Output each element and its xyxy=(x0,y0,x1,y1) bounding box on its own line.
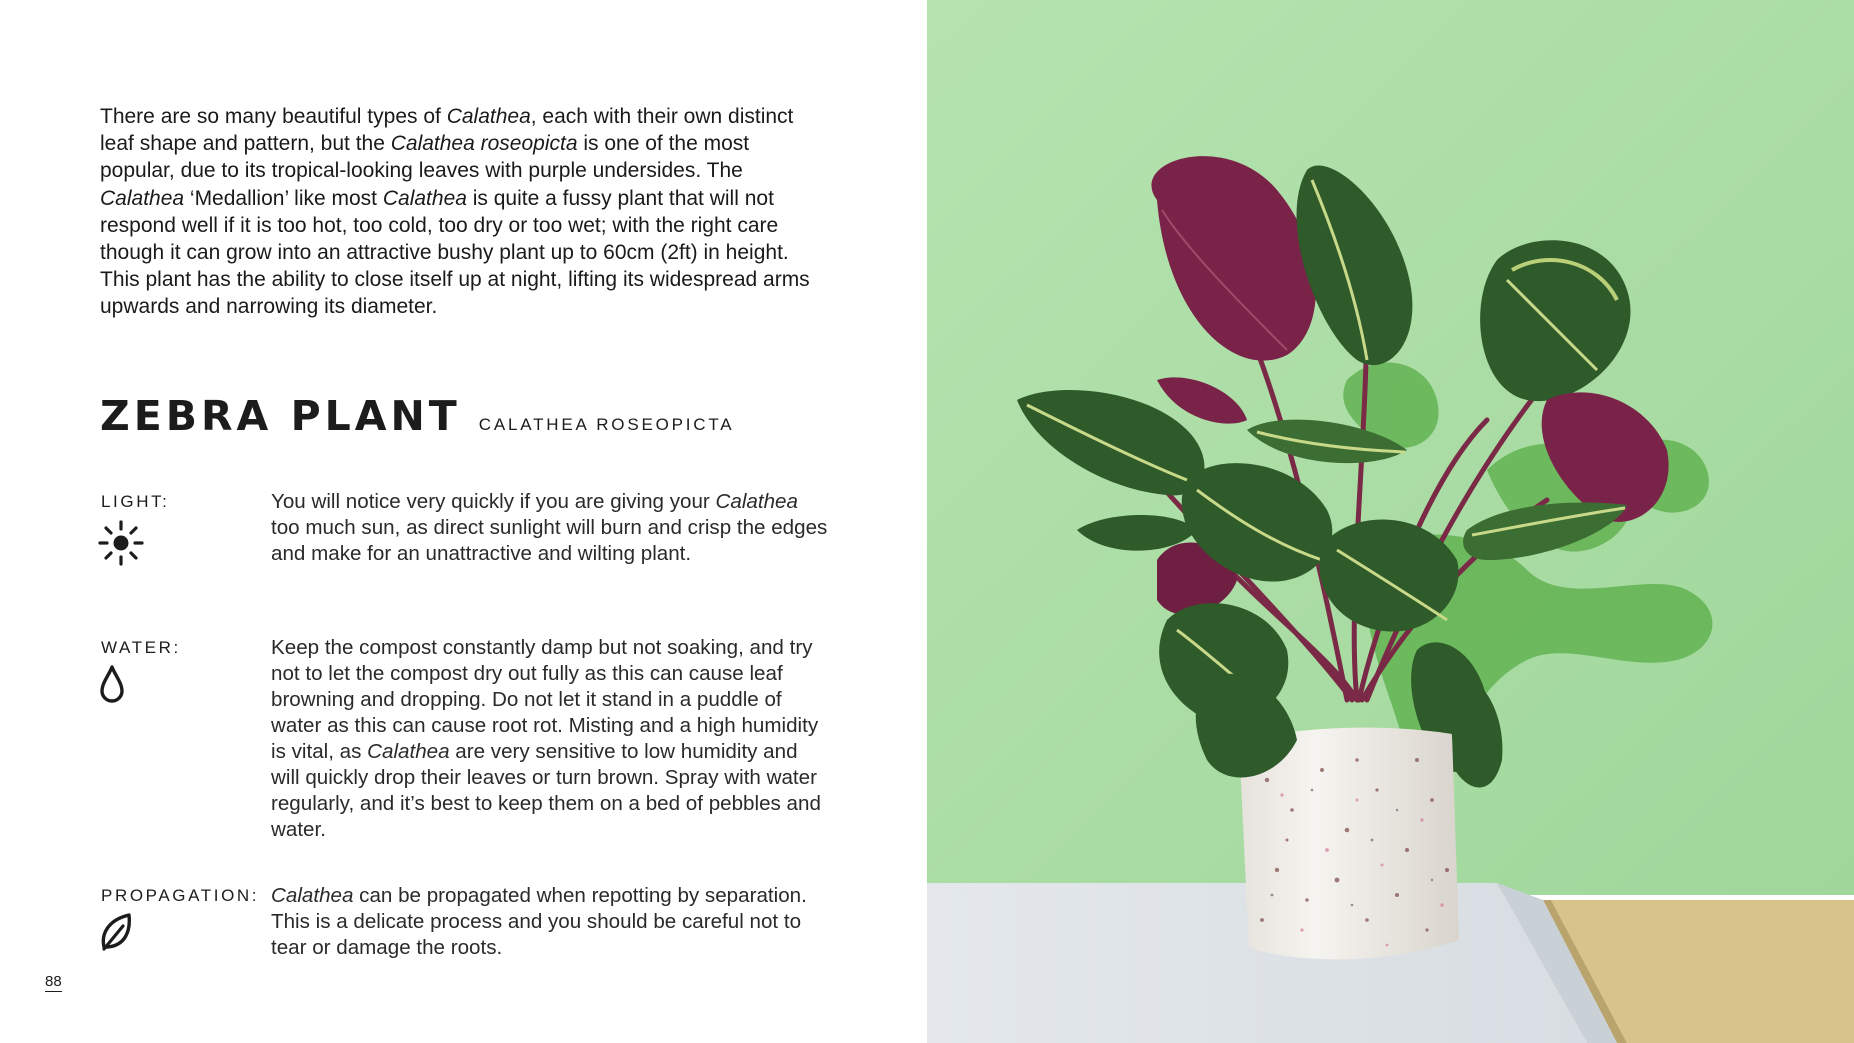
intro-text: ‘Medallion’ like most xyxy=(184,186,383,210)
zebra-plant-photo-illustration xyxy=(927,0,1854,1043)
propagation-text-italic: Calathea xyxy=(271,884,354,907)
intro-text: , each with their own distinct leaf shape and pattern, but the xyxy=(100,105,794,156)
intro-text: There are so many beautiful types of xyxy=(100,105,447,128)
intro-italic: Calathea xyxy=(100,186,185,210)
plant-heading xyxy=(100,392,734,440)
water-drop-icon xyxy=(99,664,125,704)
propagation-text xyxy=(271,883,831,961)
water-text-part: are very sensitive to low humidity and will quickly drop their leaves or turn brown. Spray with water regularly, and it’s best to keep them on a bed of pebbles and water. xyxy=(271,740,821,841)
sun-icon xyxy=(98,520,144,566)
water-text-italic: Calathea xyxy=(367,740,450,763)
intro-text: is quite a fussy plant that will not respond well if it is too hot, too cold, too dry or too wet; with the right care though it can grow into an attractive bushy plant up to 60cm (2ft) in height. This plant has the ability to close itself up at night, lifting its widespread arms upwards and narrowing its diameter. xyxy=(100,186,810,319)
light-text-italic: Calathea xyxy=(715,490,798,513)
propagation-text-part: can be propagated when repotting by separation. This is a delicate process and you should be careful not to tear or damage the roots. xyxy=(271,884,807,959)
light-text xyxy=(271,489,831,567)
light-text-part: You will notice very quickly if you are giving your xyxy=(271,490,716,513)
page-number: 88 xyxy=(45,973,62,990)
intro-italic: Calathea roseopicta xyxy=(390,132,578,156)
leaf-icon xyxy=(99,912,133,952)
water-text-part: Keep the compost constantly damp but not soaking, and try not to let the compost dry out fully as this can cause leaf browning and dropping. Do not let it stand in a puddle of water as this can cause root rot. Misting and a high humidity is vital, as xyxy=(271,636,819,763)
intro-paragraph xyxy=(100,103,820,321)
intro-italic: Calathea xyxy=(446,105,531,128)
water-text xyxy=(271,635,831,843)
intro-italic: Calathea xyxy=(382,186,467,210)
light-label: LIGHT: xyxy=(101,492,170,511)
common-name: ZEBRA PLANT xyxy=(100,392,461,440)
propagation-label: PROPAGATION: xyxy=(101,886,260,905)
plant-photo xyxy=(927,0,1854,1043)
intro-text: is one of the most popular, due to its tropical-looking leaves with purple undersides. The xyxy=(100,132,750,183)
light-text-part: too much sun, as direct sunlight will burn and crisp the edges and make for an unattractive and wilting plant. xyxy=(271,516,828,565)
water-label: WATER: xyxy=(101,638,181,657)
latin-name: CALATHEA ROSEOPICTA xyxy=(478,415,735,434)
